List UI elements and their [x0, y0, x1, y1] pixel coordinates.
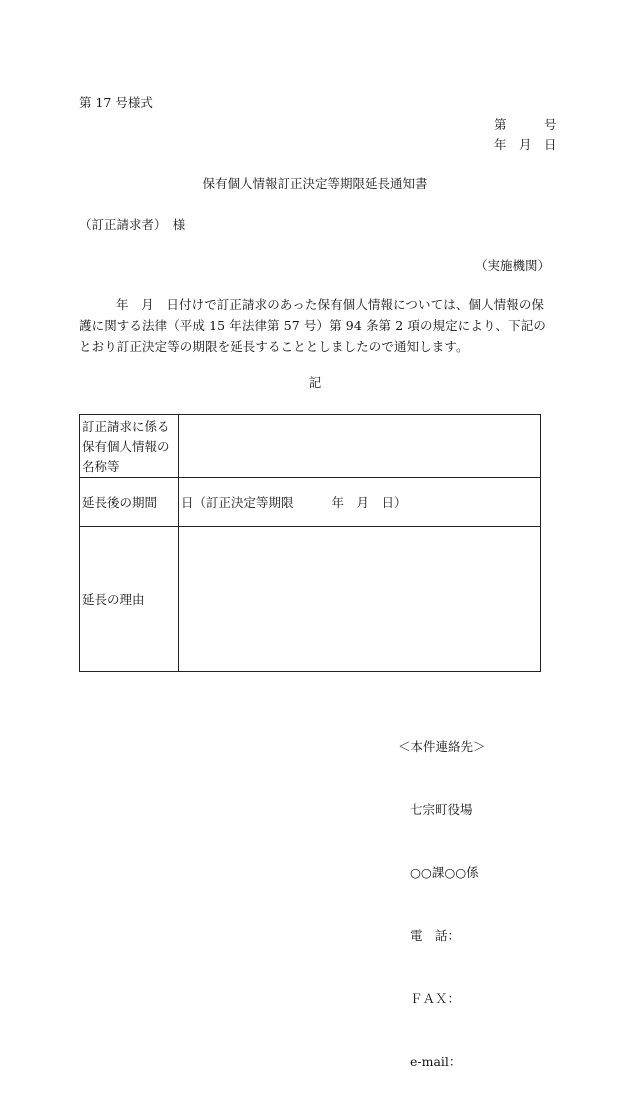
extension-reason-value: [179, 527, 541, 672]
document-date: 年 月 日: [494, 137, 557, 152]
contact-block: [398, 694, 486, 1093]
contact-phone: 電 話：: [410, 928, 461, 943]
table-row: [80, 415, 541, 478]
document-title: 保有個人情報訂正決定等期限延長通知書: [202, 176, 428, 191]
info-name-label: 訂正請求に係る保有個人情報の名称等: [80, 415, 179, 478]
notice-body-text: 年 月 日付けで訂正請求のあった保有個人情報については、個人情報の保護に関する法律（平成 15 年法律第 57 号）第 94 条第 2 項の規定により、下記のとおり訂正決定等の期限を延長することとしましたので通知します。: [79, 297, 546, 354]
contact-fax: ＦＡＸ：: [410, 991, 461, 1006]
notice-details-table: [79, 414, 541, 672]
info-name-value: [179, 415, 541, 478]
table-row: [80, 478, 541, 527]
extended-period-date: 年 月 日）: [331, 495, 407, 510]
extension-reason-label: 延長の理由: [80, 527, 179, 672]
extended-period-prefix: 日（訂正決定等期限: [181, 495, 294, 510]
table-row: [80, 527, 541, 672]
contact-office: 七宗町役場: [410, 802, 473, 817]
extended-period-value: [179, 478, 541, 527]
issuing-agency: （実施機関）: [474, 258, 550, 273]
extended-period-label: 延長後の期間: [80, 478, 179, 527]
document-number: 第 号: [494, 117, 557, 132]
form-number: 第 17 号様式: [79, 95, 153, 110]
addressee: （訂正請求者） 様: [79, 217, 186, 232]
ki-heading: 記: [308, 375, 322, 390]
contact-email: e-mail：: [410, 1054, 462, 1069]
contact-heading: ＜本件連絡先＞: [398, 739, 486, 754]
contact-section: ○○課○○係: [410, 865, 479, 880]
